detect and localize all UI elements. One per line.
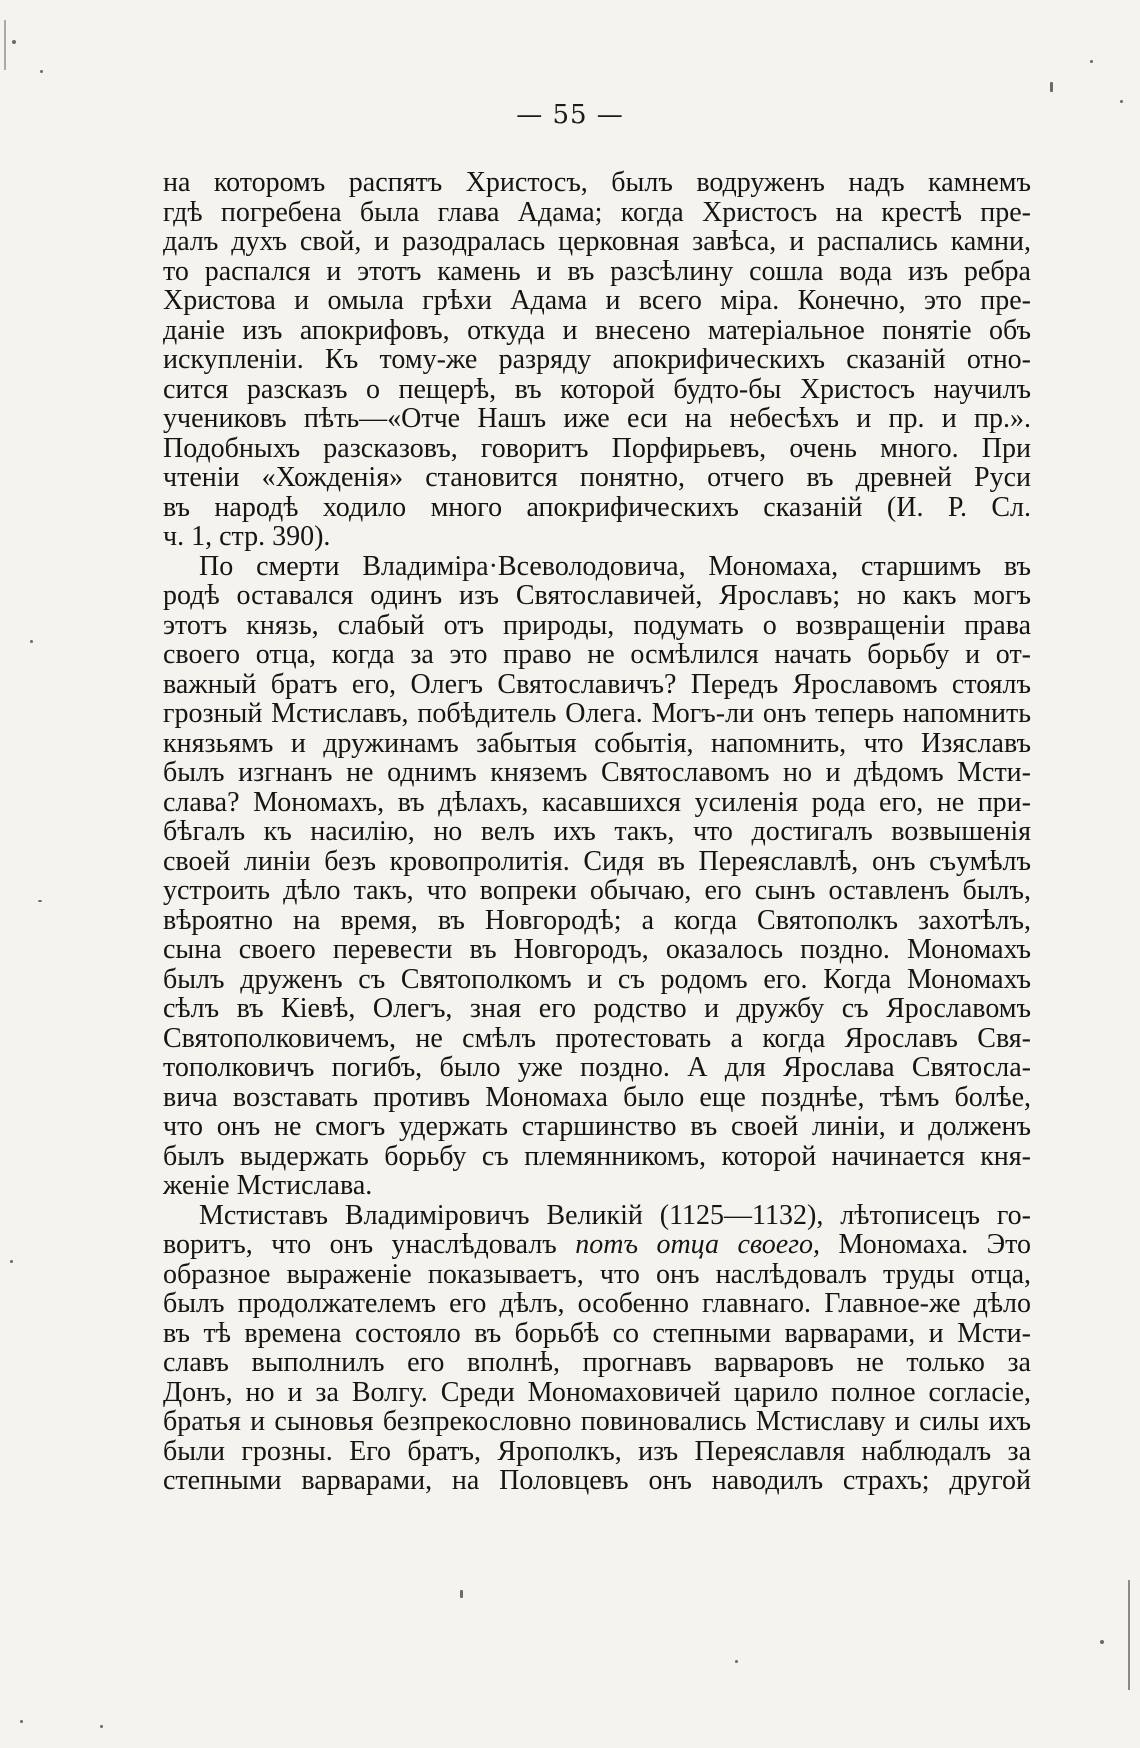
text-line: были грозны. Его братъ, Ярополкъ, изъ Переяславля наблюдалъ за bbox=[163, 1435, 1031, 1467]
text-line: братья и сыновья безпрекословно повиновались Мстиславу и силы ихъ bbox=[163, 1406, 1031, 1437]
italic-phrase: потъ отца своего, bbox=[575, 1229, 821, 1260]
text-line: вича возставать противъ Мономаха было еще позднѣе, тѣмъ болѣе, bbox=[163, 1081, 1031, 1113]
scan-speck bbox=[735, 1660, 738, 1663]
text-line: Донъ, но и за Волгу. Среди Мономаховичей царило полное согласіе, bbox=[163, 1376, 1031, 1408]
text-line: Святополковичемъ, не смѣлъ протестовать а когда Ярославъ Свя- bbox=[163, 1022, 1031, 1054]
text-line: далъ духъ свой, и разодралась церковная завѣса, и распались камни, bbox=[163, 226, 1031, 257]
text-line: степными варварами, на Половцевъ онъ наводилъ страхъ; другой bbox=[163, 1465, 1031, 1496]
text-line: этотъ князь, слабый отъ природы, подумать о возвращеніи права bbox=[163, 609, 1031, 641]
scan-speck bbox=[460, 1590, 463, 1598]
text-line: чтеніи «Хожденія» становится понятно, отчего въ древней Руси bbox=[163, 462, 1031, 493]
paragraph-2 bbox=[163, 552, 1031, 1201]
text-line: ч. 1, стр. 390). bbox=[163, 521, 331, 552]
text-line: вѣроятно на время, въ Новгородѣ; а когда Святополкъ захотѣлъ, bbox=[163, 904, 1031, 936]
text-line: учениковъ пѣть—«Отче Нашъ иже еси на небесѣхъ и пр. и пр.». bbox=[163, 403, 1031, 434]
scan-speck bbox=[20, 1720, 23, 1723]
scan-speck bbox=[1100, 1640, 1104, 1644]
scan-speck bbox=[12, 40, 16, 44]
text-line: женіе Мстислава. bbox=[163, 1170, 373, 1201]
text-line: славъ выполнилъ его вполнѣ, прогнавъ варваровъ не только за bbox=[163, 1347, 1031, 1378]
scan-speck bbox=[1050, 82, 1053, 92]
text-line: былъ изгнанъ не однимъ княземъ Святославомъ но и дѣдомъ Мсти- bbox=[163, 757, 1031, 788]
scan-speck bbox=[30, 640, 33, 643]
text-line: князьямъ и дружинамъ забытыя событія, напомнить, что Изяславъ bbox=[163, 727, 1031, 759]
text-line: бѣгалъ къ насилію, но велъ ихъ такъ, что достигалъ возвышенія bbox=[163, 816, 1031, 847]
body-text bbox=[163, 168, 1031, 1496]
text-line: что онъ не смогъ удержать старшинство въ своей линіи, и долженъ bbox=[163, 1111, 1031, 1142]
text-line: на которомъ распятъ Христосъ, былъ водруженъ надъ камнемъ bbox=[163, 167, 1031, 198]
scan-edge-line bbox=[4, 20, 6, 70]
text-line: Христова и омыла грѣхи Адама и всего міра. Конечно, это пре- bbox=[163, 285, 1031, 316]
paragraph-1 bbox=[163, 168, 1031, 552]
text-line: въ народѣ ходило много апокрифическихъ сказаній (И. Р. Сл. bbox=[163, 491, 1031, 523]
paragraph-3 bbox=[163, 1201, 1031, 1496]
scan-edge-line bbox=[1128, 1580, 1130, 1690]
text-line: Подобныхъ разсказовъ, говоритъ Порфирьевъ, очень много. При bbox=[163, 432, 1031, 464]
scan-speck bbox=[38, 900, 42, 902]
text-line: сына своего перевести въ Новгородъ, оказалось поздно. Мономахъ bbox=[163, 934, 1031, 965]
text-line: устроить дѣло такъ, что вопреки обычаю, его сынъ оставленъ былъ, bbox=[163, 875, 1031, 906]
text-line: былъ продолжателемъ его дѣлъ, особенно главнаго. Главное-же дѣло bbox=[163, 1288, 1031, 1319]
text-line: По смерти Владиміра·Всеволодовича, Мономаха, старшимъ въ bbox=[199, 550, 1031, 582]
scan-speck bbox=[40, 70, 43, 73]
text-line: былъ друженъ съ Святополкомъ и съ родомъ его. Когда Мономахъ bbox=[163, 963, 1031, 995]
scan-speck bbox=[10, 1260, 13, 1263]
text-line: слава? Мономахъ, въ дѣлахъ, касавшихся усиленія рода его, не при- bbox=[163, 786, 1031, 818]
text-segment: воритъ, что онъ унаслѣдовалъ bbox=[163, 1229, 576, 1260]
text-line: то распался и этотъ камень и въ разсѣлину сошла вода изъ ребра bbox=[163, 255, 1031, 287]
text-line: родѣ оставался одинъ изъ Святославичей, Ярославъ; но какъ могъ bbox=[163, 580, 1031, 611]
text-line: искупленіи. Къ тому-же разряду апокрифическихъ сказаній отно- bbox=[163, 344, 1031, 375]
scan-speck bbox=[1090, 60, 1093, 63]
text-line: въ тѣ времена состояло въ борьбѣ со степными варварами, и Мсти- bbox=[163, 1317, 1031, 1349]
text-line: своей линіи безъ кровопролитія. Сидя въ Переяславлѣ, онъ съумѣлъ bbox=[163, 845, 1031, 877]
text-line: тополковичъ погибъ, было уже поздно. А для Ярослава Святосла- bbox=[163, 1052, 1031, 1083]
page-number: — 55 — bbox=[516, 100, 624, 130]
scan-speck bbox=[1120, 100, 1123, 103]
text-line: Мстиставъ Владиміровичъ Великій (1125—1132), лѣтописецъ го- bbox=[199, 1199, 1031, 1231]
text-line: важный братъ его, Олегъ Святославичъ? Передъ Ярославомъ стоялъ bbox=[163, 668, 1031, 700]
text-line: даніе изъ апокрифовъ, откуда и внесено матеріальное понятіе объ bbox=[163, 314, 1031, 346]
text-segment: Мономаха. Это bbox=[820, 1229, 1031, 1260]
text-line: сится разсказъ о пещерѣ, въ которой будто-бы Христосъ научилъ bbox=[163, 373, 1031, 405]
text-line: образное выраженіе показываетъ, что онъ наслѣдовалъ труды отца, bbox=[163, 1258, 1031, 1290]
text-line: былъ выдержать борьбу съ племянникомъ, которой начинается кня- bbox=[163, 1140, 1031, 1172]
text-line-with-italic bbox=[163, 1230, 1031, 1260]
text-line: сѣлъ въ Кіевѣ, Олегъ, зная его родство и дружбу съ Ярославомъ bbox=[163, 993, 1031, 1024]
text-line: своего отца, когда за это право не осмѣлился начать борьбу и от- bbox=[163, 639, 1031, 670]
text-line: гдѣ погребена была глава Адама; когда Христосъ на крестѣ пре- bbox=[163, 196, 1031, 228]
text-line: грозный Мстиславъ, побѣдитель Олега. Могъ-ли онъ теперь напомнить bbox=[163, 698, 1031, 729]
scan-speck bbox=[100, 1725, 103, 1728]
